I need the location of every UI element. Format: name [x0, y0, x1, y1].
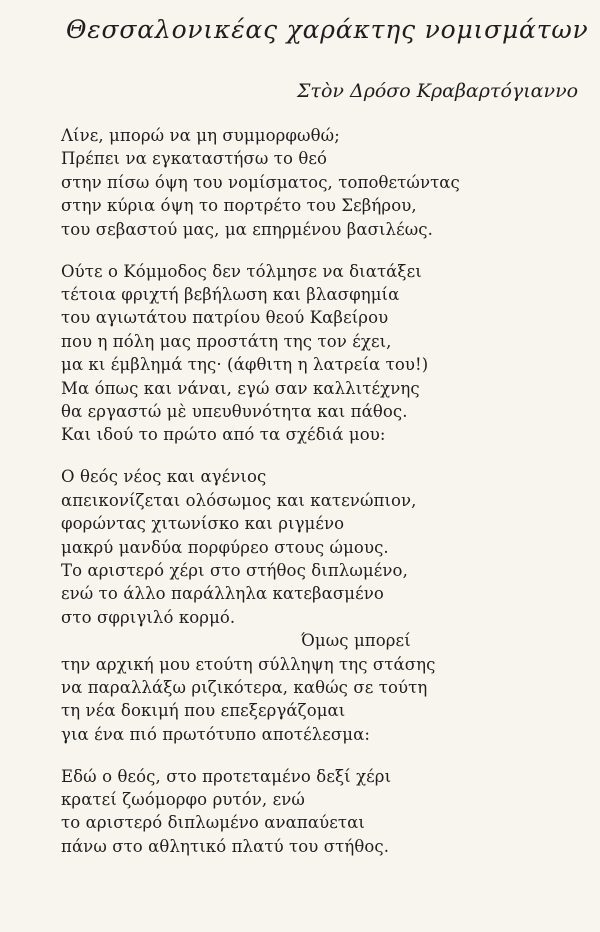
poem-line: το αριστερό διπλωμένο αναπαύεται [61, 813, 365, 833]
poem-line: για ένα πιό πρωτότυπο αποτέλεσμα: [61, 724, 371, 744]
stanza-4 [61, 765, 581, 859]
poem-line: θα εργαστώ μὲ υπευθυνότητα και πάθος. [61, 401, 408, 421]
poem-line: απεικονίζεται ολόσωμος και κατενώπιον, [61, 490, 417, 510]
poem-line: Λίνε, μπορώ να μη συμμορφωθώ; [61, 126, 340, 145]
poem-line: κρατεί ζωόμορφο ρυτόν, ενώ [61, 790, 305, 810]
poem-line: τέτοια φριχτή βεβήλωση και βλασφημία [61, 284, 400, 304]
poem-line: στο σφριγιλό κορμό. [61, 607, 236, 627]
poem-line: Ούτε ο Κόμμοδος δεν τόλμησε να διατάξει [61, 261, 422, 281]
poem-line: Πρέπει να εγκαταστήσω το θεό [61, 149, 328, 169]
poem-line: να παραλλάξω ριζικότερα, καθώς σε τούτη [61, 677, 428, 697]
stanza-3 [61, 465, 581, 746]
poem-line: του αγιωτάτου πατρίου θεού Καβείρου [61, 308, 389, 328]
poem-line: πάνω στο αθλητικό πλατύ του στήθος. [61, 836, 390, 856]
poem-line: μα κι έμβλημά της· (άφθιτη η λατρεία του!) [61, 355, 429, 375]
poem-line: φορώντας χιτωνίσκο και ριγμένο [61, 514, 345, 534]
poem-title: Θεσσαλονικέας χαράκτης νομισμάτων [66, 15, 589, 44]
poem-line: στην κύρια όψη το πορτρέτο του Σεβήρου, [61, 196, 417, 216]
poem-line: ενώ το άλλο παράλληλα κατεβασμένο [61, 584, 384, 604]
poem-line: Ο θεός νέος και αγένιος [61, 467, 267, 487]
stanza-2 [61, 260, 581, 447]
poem-line: που η πόλη μας προστάτη της τον έχει, [61, 331, 392, 351]
poem-line: Εδώ ο θεός, στο προτεταμένο δεξί χέρι [61, 766, 392, 786]
poem-body [61, 124, 581, 877]
poem-line: του σεβαστού μας, μα επηρμένου βασιλέως. [61, 219, 433, 239]
poem-line: Το αριστερό χέρι στο στήθος διπλωμένο, [61, 560, 408, 580]
poem-line: την αρχική μου ετούτη σύλληψη της στάσης [61, 654, 436, 674]
poem-line: στην πίσω όψη του νομίσματος, τοποθετώντας [61, 172, 460, 192]
poem-line: τη νέα δοκιμή που επεξεργάζομαι [61, 701, 346, 721]
dedication: Στὸν Δρόσο Κραβαρτόγιαννο [297, 80, 579, 102]
poem-line: μακρύ μανδύα πορφύρεο στους ώμους. [61, 537, 389, 557]
poem-line: Μα όπως και νάναι, εγώ σαν καλλιτέχνης [61, 378, 420, 398]
poem-step-line: Όμως μπορεί [301, 631, 411, 651]
stanza-1 [61, 124, 581, 241]
poem-line: Και ιδού το πρώτο από τα σχέδιά μου: [61, 425, 386, 445]
